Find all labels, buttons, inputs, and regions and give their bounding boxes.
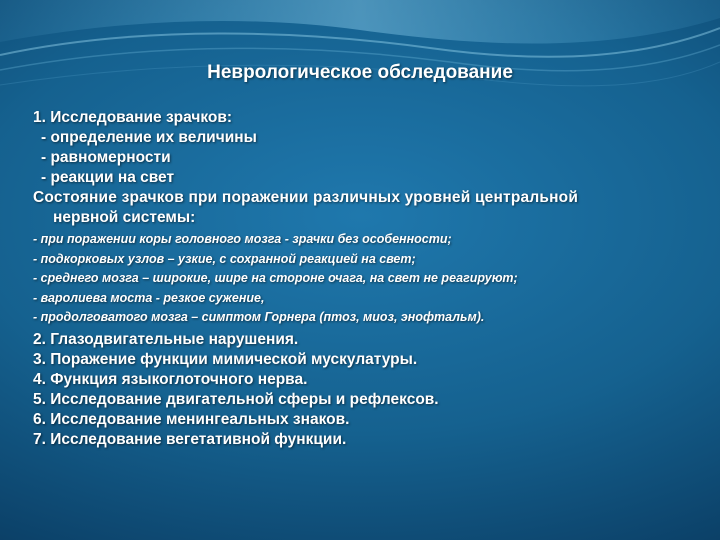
section-item: 5. Исследование двигательной сферы и рефлексов. (33, 390, 439, 408)
list-item: - определение их величины (41, 129, 257, 146)
pupil-state-heading: Состояние зрачков при поражении различных уровней центральной (33, 189, 579, 206)
detail-item: - варолиева моста - резкое сужение, (33, 290, 265, 305)
section-item: 6. Исследование менингеальных знаков. (33, 410, 350, 428)
section-1-heading: 1. Исследование зрачков: (33, 109, 233, 126)
section-item: 4. Функция языкоглоточного нерва. (33, 370, 308, 388)
section-item: 2. Глазодвигательные нарушения. (33, 330, 299, 348)
section-item: 7. Исследование вегетативной функции. (33, 430, 347, 448)
detail-item: - подкорковых узлов – узкие, с сохранной реакцией на свет; (33, 251, 416, 266)
section-item: 3. Поражение функции мимической мускулатуры. (33, 350, 418, 368)
detail-item: - среднего мозга – широкие, шире на стороне очага, на свет не реагируют; (33, 271, 518, 285)
detail-item: - продолговатого мозга – симптом Горнера (птоз, миоз, энофтальм). (33, 310, 485, 324)
page-title: Неврологическое обследование (207, 62, 513, 83)
list-item: - равномерности (41, 149, 171, 166)
list-item: - реакции на свет (41, 169, 175, 186)
detail-item: - при поражении коры головного мозга - зрачки без особенности; (33, 232, 452, 246)
pupil-state-heading-cont: нервной системы: (53, 209, 196, 226)
slide-content (33, 108, 693, 450)
